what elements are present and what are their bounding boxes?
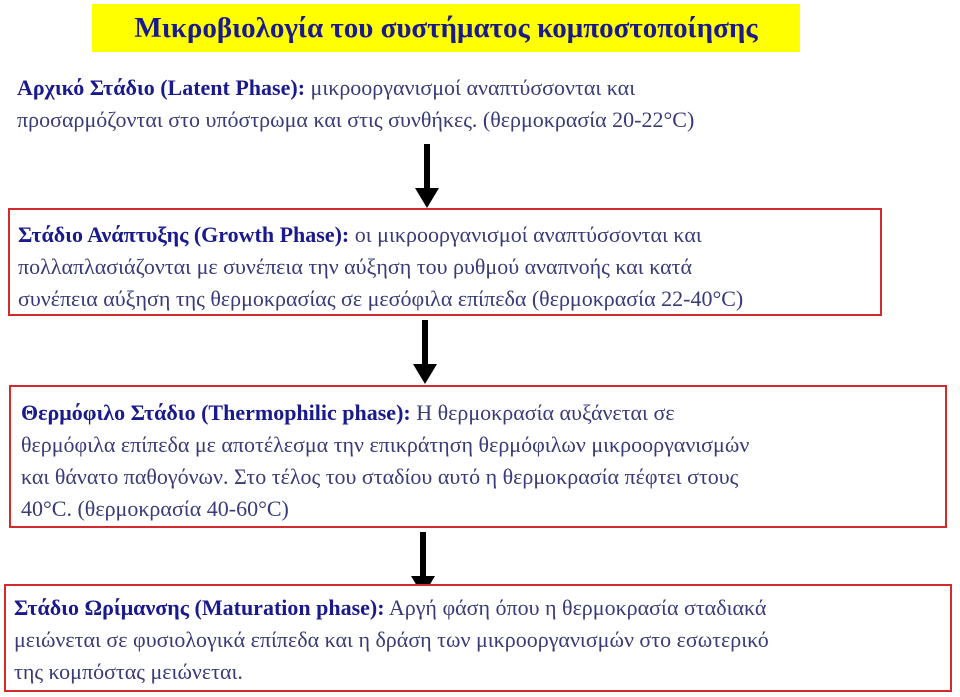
stage-thermophilic-line: και θάνατο παθογόνων. Στο τέλος του σταδίου αυτό η θερμοκρασία πέφτει στους bbox=[21, 464, 739, 489]
stage-growth-line: πολλαπλασιάζονται με συνέπεια την αύξηση του ρυθμού αναπνοής και κατά bbox=[18, 254, 692, 279]
stage-maturation-heading: Στάδιο Ωρίμανσης (Maturation phase): bbox=[14, 595, 385, 620]
stage-growth-line: συνέπεια αύξηση της θερμοκρασίας σε μεσόφιλα επίπεδα (θερμοκρασία 22-40°C) bbox=[18, 286, 744, 311]
stage-latent-line: προσαρμόζονται στο υπόστρωμα και στις συνθήκες. (θερμοκρασία 20-22°C) bbox=[17, 107, 695, 132]
stage-growth-heading: Στάδιο Ανάπτυξης (Growth Phase): bbox=[18, 222, 350, 247]
stage-thermophilic-line: Η θερμοκρασία αυξάνεται σε bbox=[410, 400, 675, 425]
stage-maturation-box bbox=[4, 584, 952, 692]
stage-maturation-text bbox=[14, 592, 942, 688]
stage-thermophilic-box bbox=[9, 385, 947, 528]
stage-thermophilic-text bbox=[21, 397, 937, 525]
page-title: Μικροβιολογία του συστήματος κομποστοποίησης bbox=[92, 4, 800, 52]
arrow-down-icon bbox=[412, 320, 438, 384]
stage-growth-text bbox=[18, 219, 872, 315]
stage-latent-line: μικροοργανισμοί αναπτύσσονται και bbox=[305, 75, 636, 100]
stage-thermophilic-line: θερμόφιλα επίπεδα με αποτέλεσμα την επικράτηση θερμόφιλων μικροοργανισμών bbox=[21, 432, 750, 457]
stage-maturation-line: μειώνεται σε φυσιολογικά επίπεδα και η δράση των μικροοργανισμών στο εσωτερικό bbox=[14, 627, 769, 652]
stage-latent-heading: Αρχικό Στάδιο (Latent Phase): bbox=[17, 75, 306, 100]
stage-thermophilic-heading: Θερμόφιλο Στάδιο (Thermophilic phase): bbox=[21, 400, 411, 425]
stage-thermophilic-line: 40°C. (θερμοκρασία 40-60°C) bbox=[21, 496, 289, 521]
stage-maturation-line: της κομπόστας μειώνεται. bbox=[14, 659, 243, 684]
stage-latent-text bbox=[17, 72, 877, 136]
stage-growth-line: οι μικροοργανισμοί αναπτύσσονται και bbox=[349, 222, 702, 247]
stage-growth-box bbox=[8, 208, 882, 316]
stage-maturation-line: Αργή φάση όπου η θερμοκρασία σταδιακά bbox=[384, 595, 767, 620]
arrow-down-icon bbox=[414, 144, 440, 208]
